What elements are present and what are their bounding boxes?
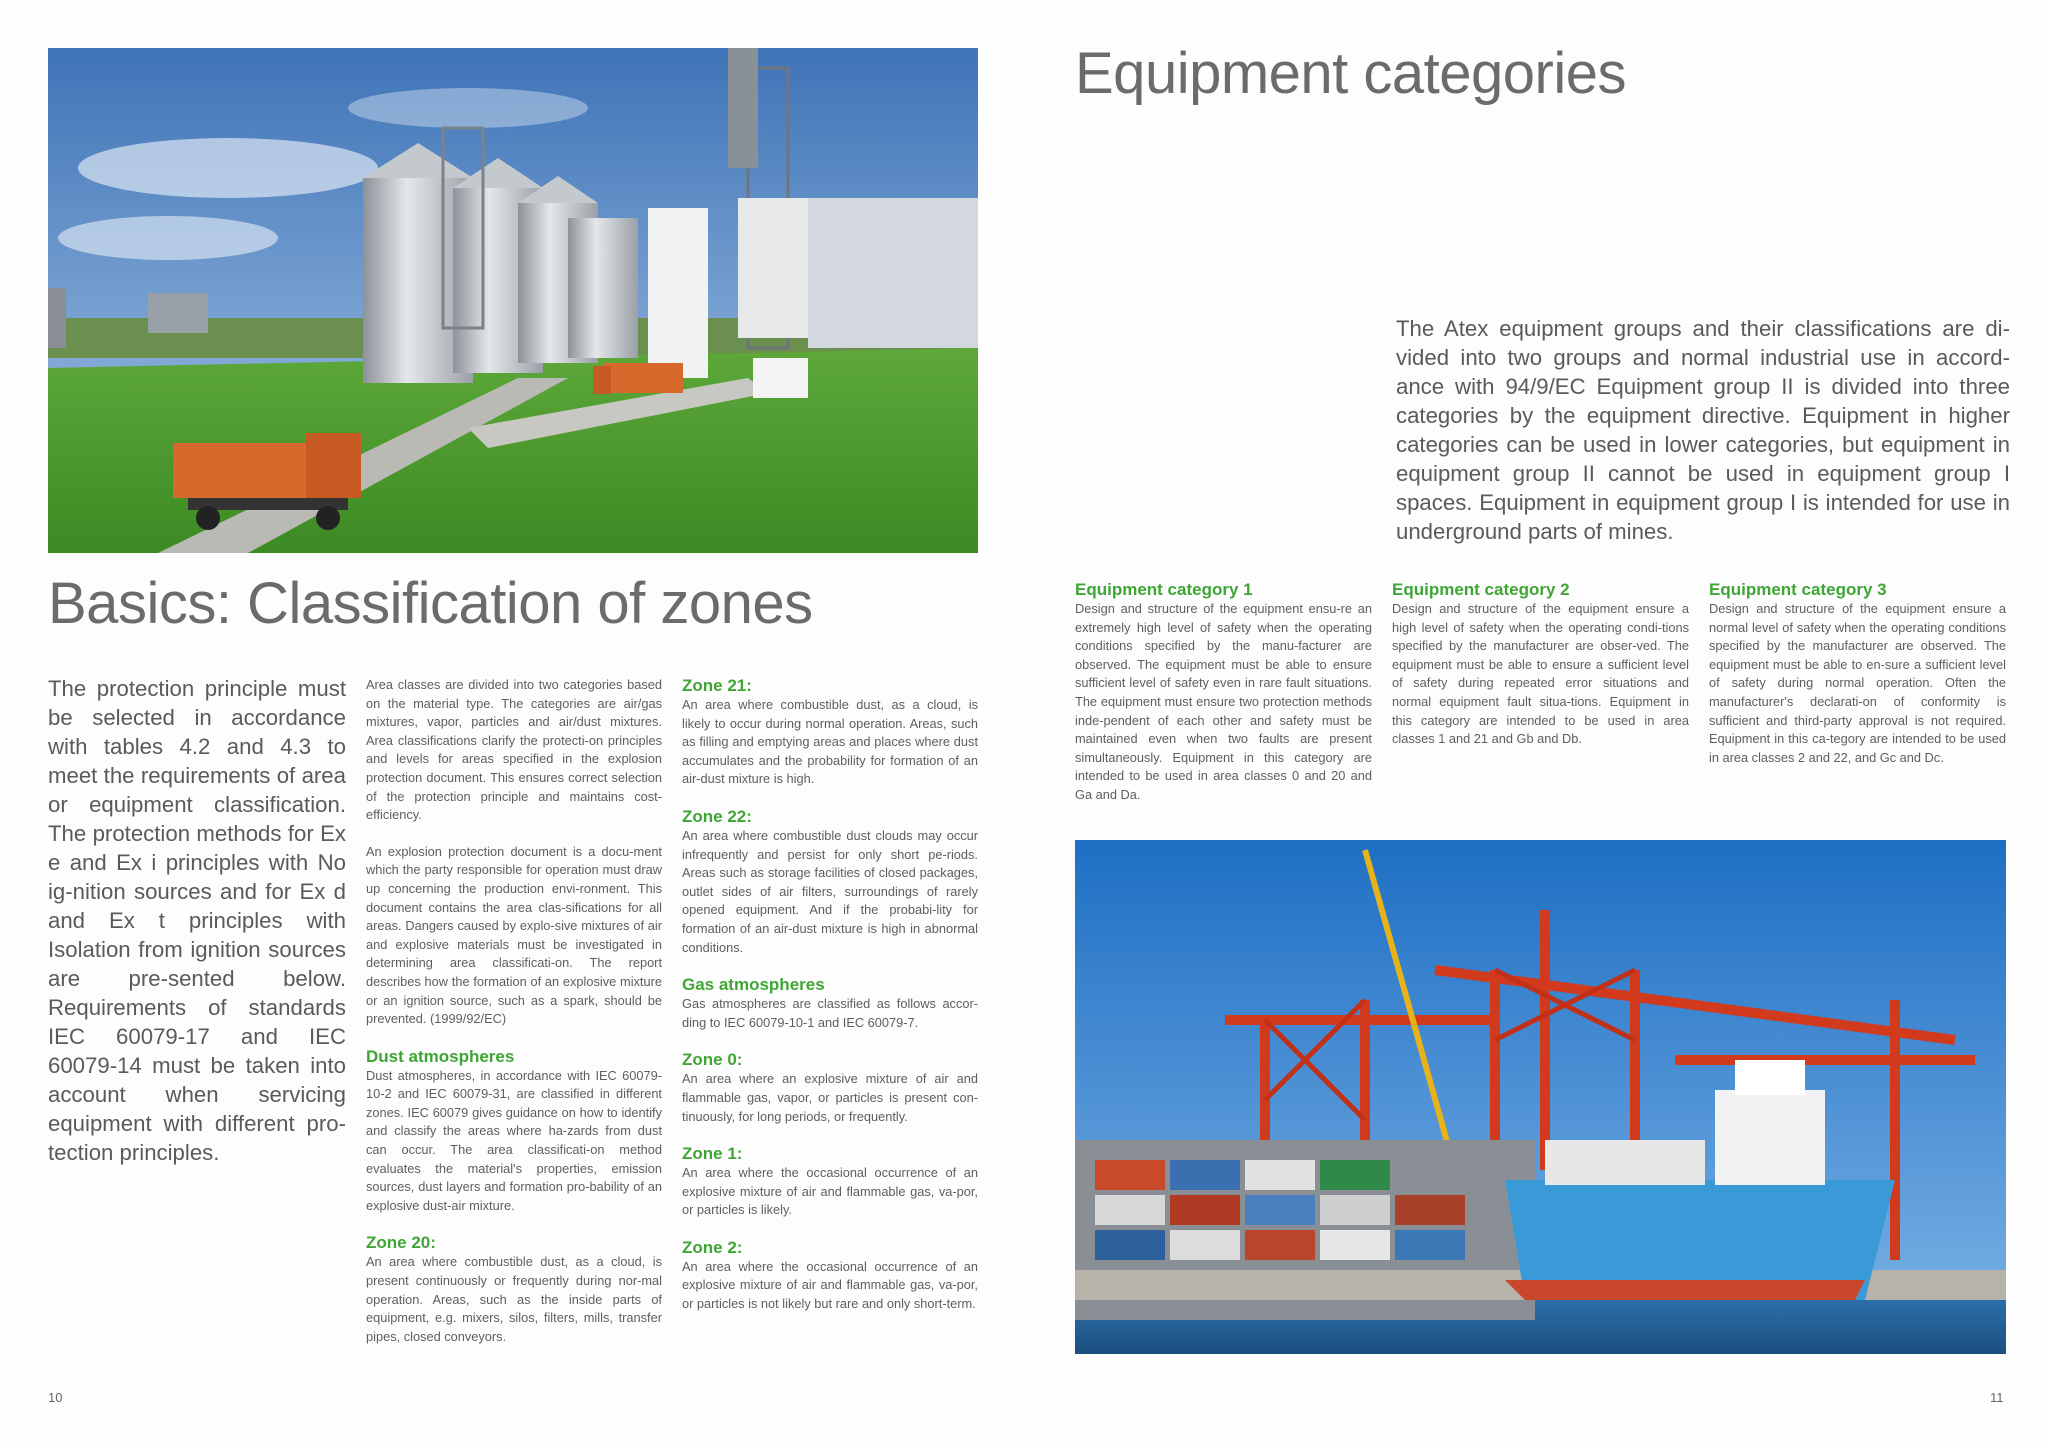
intro-paragraph-left: The protection principle must be selected in accordance with tables 4.2 and 4.3 to meet the requirements of area or equipment classification. The protection methods for Ex e and Ex i principles with No ig-nition sources and for Ex d and Ex t principles with Isolation from ignition sources are pre-sented below. Requirements of standards IEC 60079-17 and IEC 60079-14 must be taken into account when servicing equipment with different pro-tection principles. [48, 676, 346, 1165]
zone-0-text: An area where an explosive mixture of air and flammable gas, vapor, or particles is present con-tinuously, for long periods, or frequently. [682, 1071, 978, 1124]
equipment-category-2-heading: Equipment category 2 [1392, 580, 1570, 599]
zone-1-section [682, 1144, 978, 1220]
equipment-category-1-text: Design and structure of the equipment ensu-re an extremely high level of safety when the operating conditions specified by the manu-facturer are observed. The equipment must be able to ensure sufficient level of safety even in rare fault situations. The equipment must ensure two protection methods inde-pendent of each other and safety must be maintained even when two faults are present simultaneously. Equipment in this category are intended to be used in area classes 0 and 20 and Ga and Da. [1075, 601, 1372, 802]
area-classes-paragraph: Area classes are divided into two categories based on the material type. The categories are air/gas mixtures, vapor, particles and air/dust mixtures. Area classifications clarify the protecti-on principles and levels for areas specified in the explosion protection document. This ensures correct selection of the protection principle and maintains cost-efficiency. [366, 677, 662, 823]
page-number-left: 10 [48, 1390, 63, 1405]
gas-atmospheres-heading: Gas atmospheres [682, 975, 825, 995]
zone-20-section [366, 1233, 662, 1346]
equipment-category-3-heading: Equipment category 3 [1709, 580, 1887, 599]
equipment-category-2 [1392, 580, 1689, 749]
dust-atmospheres-text: Dust atmospheres, in accordance with IEC 60079-10-2 and IEC 60079-31, are classified in different zones. IEC 60079 gives guidance on how to identify and classify the areas where ha-zards from dust can occur. The area classificati-on method evaluates the material's properties, emission sources, dust layers and formation pro-bability of an explosive dust-air mixture. [366, 1067, 662, 1213]
dust-atmospheres-section [366, 1047, 662, 1216]
text-column-a [366, 676, 662, 1364]
zone-2-section [682, 1238, 978, 1314]
equipment-category-3 [1709, 580, 2006, 767]
zone-20-text: An area where combustible dust, as a cloud, is present continuously or frequently during nor-mal operation. Areas, such as the inside parts of equipment, e.g. mixers, silos, filters, mills, transfer pipes, closed conveyors. [366, 1254, 662, 1344]
intro-paragraph-right: The Atex equipment groups and their classifications are di-vided into two groups and normal industrial use in accord-ance with 94/9/EC Equipment group II is divided into three categories by the equipment directive. Equipment in higher categories can be used in lower categories, but equipment in equipment group II cannot be used in equipment group I spaces. Equipment in equipment group I is intended for use in underground parts of mines. [1396, 316, 2010, 544]
equipment-category-3-text: Design and structure of the equipment ensure a normal level of safety when the operating conditions specified by the manufacturer are observed. The equipment must be able to en-sure a sufficient level of safety during normal operation. Often the manufacturer's declarati-on of conformity is sufficient and third-party approval is not required. Equipment in this ca-tegory are intended to be used in area classes 2 and 22, and Gc and Dc. [1709, 601, 2006, 765]
zone-21-section [682, 676, 978, 789]
text-column-b [682, 676, 978, 1332]
zone-20-heading: Zone 20: [366, 1233, 436, 1253]
gas-atmospheres-section [682, 975, 978, 1032]
zone-22-heading: Zone 22: [682, 806, 752, 826]
grain-silo-photo [48, 48, 978, 553]
page-title-left: Basics: Classification of zones [48, 571, 813, 636]
zone-22-text: An area where combustible dust clouds may occur infrequently and persist for only short pe-riods. Areas such as storage facilities of closed packages, outlet sides of air filters, surroundings of rarely opened equipment. And if the probabi-lity for formation of an air-dust mixture is high in abnormal conditions. [682, 827, 978, 955]
zone-21-text: An area where combustible dust, as a cloud, is likely to occur during normal operation. Areas, such as filling and emptying areas and places where dust accumulates and the probability for formation of an air-dust mixture is high. [682, 697, 978, 787]
zone-0-heading: Zone 0: [682, 1050, 743, 1070]
zone-2-heading: Zone 2: [682, 1237, 743, 1257]
zone-1-heading: Zone 1: [682, 1144, 743, 1164]
zone-1-text: An area where the occasional occurrence of an explosive mixture of air and flammable gas, va-por, or particles is likely. [682, 1165, 978, 1218]
equipment-category-1-heading: Equipment category 1 [1075, 580, 1253, 599]
gas-atmospheres-text: Gas atmospheres are classified as follows accor-ding to IEC 60079-10-1 and IEC 60079-7. [682, 996, 978, 1030]
zone-22-section [682, 807, 978, 957]
equipment-category-2-text: Design and structure of the equipment ensure a high level of safety when the operating condi-tions specified by the manufacturer are obser-ved. The equipment must be able to ensure a sufficient level of safety during repeated error situations and normal equipment fault situa-tions. Equipment in this category are intended to be used in area classes 1 and 21 and Gb and Db. [1392, 601, 1689, 747]
dust-atmospheres-heading: Dust atmospheres [366, 1046, 515, 1066]
page-number-right: 11 [1990, 1390, 2004, 1405]
zone-2-text: An area where the occasional occurrence of an explosive mixture of air and flammable gas, va-por, or particles is not likely but rare and only short-term. [682, 1258, 978, 1312]
equipment-category-1 [1075, 580, 1372, 805]
zone-0-section [682, 1050, 978, 1126]
zone-21-heading: Zone 21: [682, 676, 752, 695]
page-title-right: Equipment categories [1075, 41, 1626, 106]
explosion-document-paragraph: An explosion protection document is a docu-ment which the party responsible for operation must draw up concerning the production envi-ronment. This document contains the area clas-sifications for all areas. Dangers caused by explo-sive mixtures of air and explosive materials must be investigated in determining area classificati-on. The report describes how the formation of an explosive mixture or an ignition source, such as a spark, should be prevented. (1999/92/EC) [366, 843, 662, 1027]
port-cranes-photo [1075, 840, 2006, 1354]
